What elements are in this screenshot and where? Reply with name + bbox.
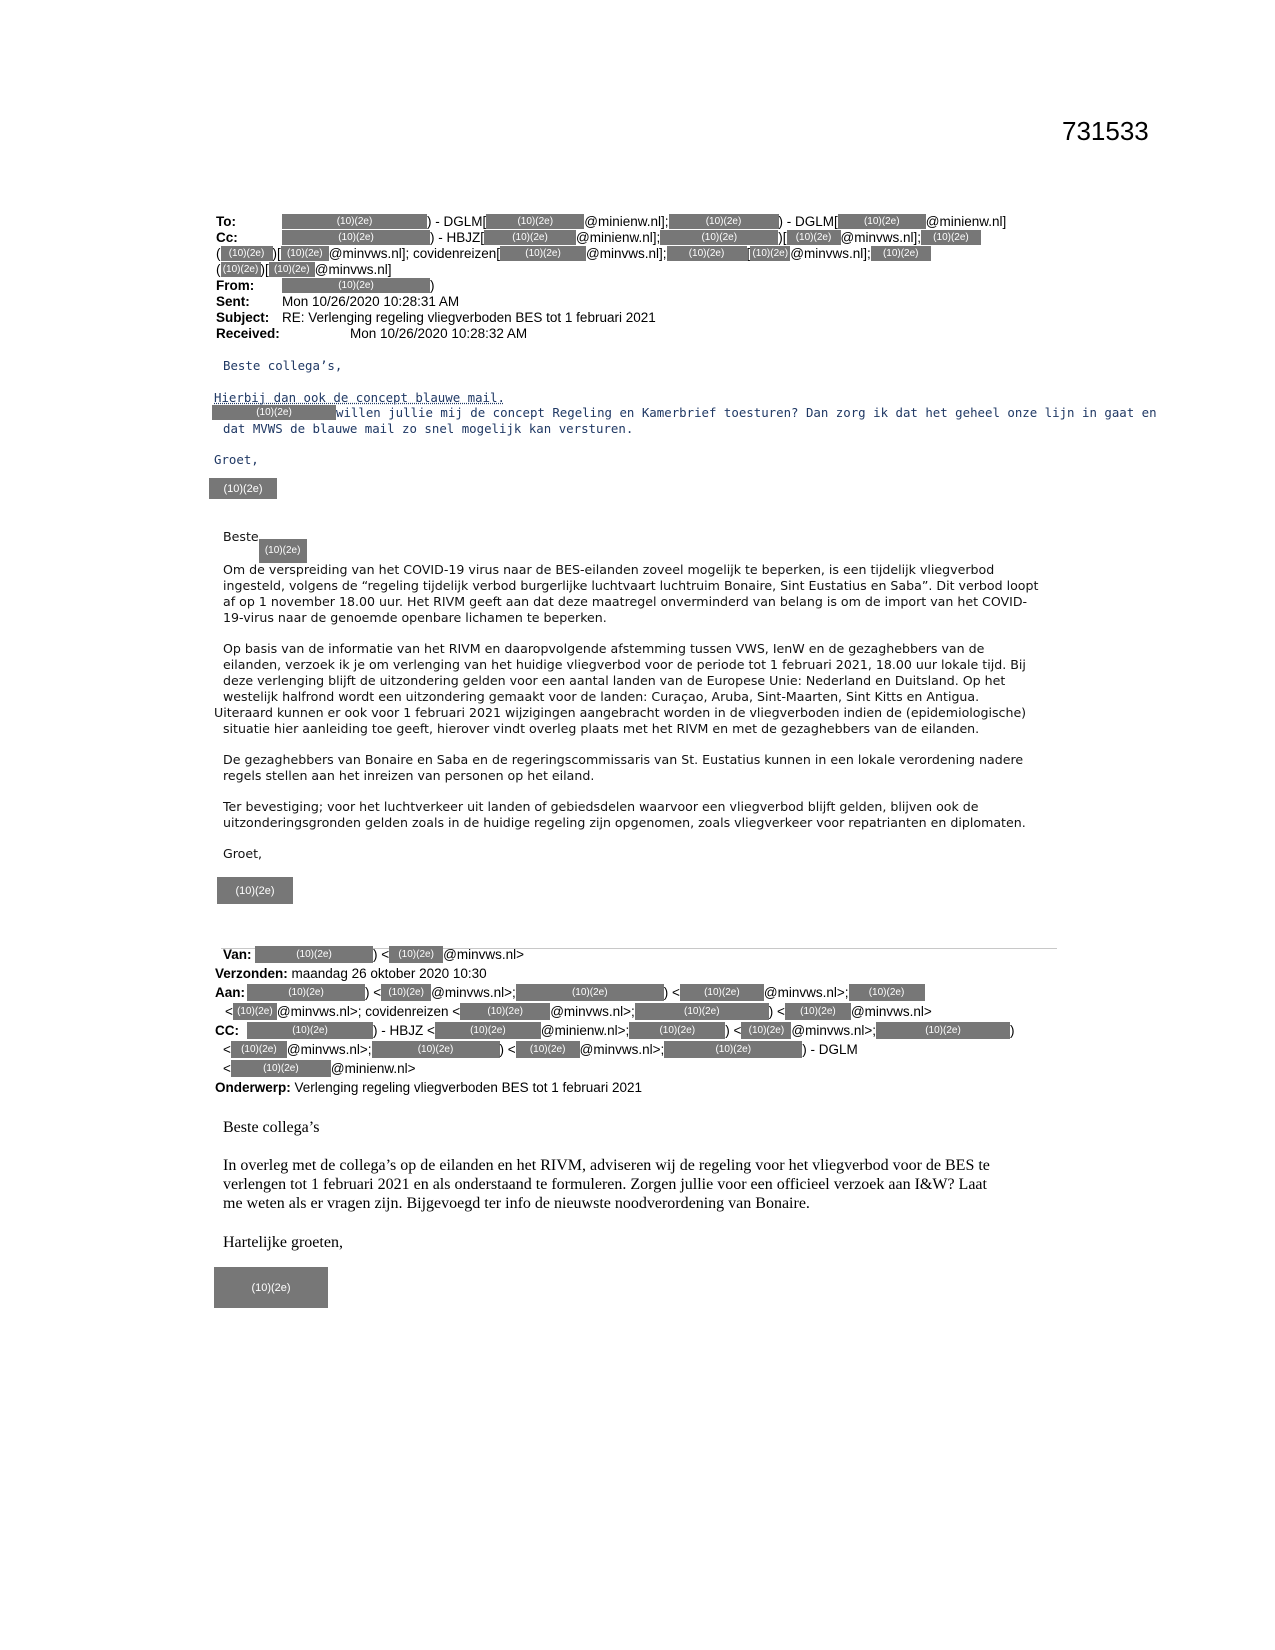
reply-line-2-text: willen jullie mij de concept Regeling en Kamerbrief toesturen? Dan zorg ik dat het geheel onze lijn in gaat en bbox=[336, 405, 1157, 420]
covidenreizen-text: @minvws.nl>; covidenreizen < bbox=[276, 1004, 461, 1019]
redaction: (10)(2e) bbox=[221, 246, 273, 261]
redaction: (10)(2e) bbox=[255, 946, 373, 963]
onderwerp-line bbox=[215, 1079, 642, 1097]
original-p1-line: In overleg met de collega’s op de eilanden en het RIVM, adviseren wij de regeling voor het vliegverbod voor de BES te bbox=[223, 1157, 990, 1174]
cc-text: ) bbox=[1010, 1023, 1015, 1038]
cc-text: )[ bbox=[778, 230, 787, 245]
concept-greeting-text: Beste bbox=[223, 529, 259, 544]
redaction: (10)(2e) bbox=[484, 230, 576, 245]
reply-greeting: Beste collega’s, bbox=[223, 358, 343, 373]
recipients-line-3 bbox=[216, 246, 931, 262]
redaction: (10)(2e) bbox=[233, 1003, 277, 1020]
reply-line-1: Hierbij dan ook de concept blauwe mail. bbox=[214, 390, 505, 405]
redaction: (10)(2e) bbox=[221, 262, 261, 277]
concept-p2-line: deze verlenging blijft de uitzondering gelden voor een aantal landen van de Europese Unie: Nederland en Duitsland. Op het bbox=[223, 673, 1006, 688]
redaction: (10)(2e) bbox=[282, 214, 427, 229]
text: ) - DGLM bbox=[802, 1042, 858, 1057]
van-label: Van: bbox=[223, 947, 252, 962]
redaction: (10)(2e) bbox=[838, 214, 926, 229]
redaction: (10)(2e) bbox=[876, 1022, 1010, 1039]
cc-email: @minienw.nl]; bbox=[576, 230, 661, 245]
redaction: (10)(2e) bbox=[269, 262, 315, 277]
original-p1-line: me weten als er vragen zijn. Bijgevoegd ter info de nieuwste noodverordening van Bonaire. bbox=[223, 1195, 810, 1212]
redaction: (10)(2e) bbox=[785, 1003, 851, 1020]
redaction: (10)(2e) bbox=[516, 984, 664, 1001]
cc-line-2 bbox=[223, 1041, 858, 1059]
to-text: ) - DGLM[ bbox=[778, 214, 838, 229]
redaction: (10)(2e) bbox=[259, 539, 307, 563]
redaction: (10)(2e) bbox=[281, 246, 329, 261]
from-text: ) bbox=[430, 278, 435, 293]
aan-email: @minvws.nl>; bbox=[431, 985, 516, 1000]
document-number: 731533 bbox=[1062, 116, 1149, 146]
cc-email: @minvws.nl>; bbox=[791, 1023, 877, 1038]
redaction: (10)(2e) bbox=[660, 230, 778, 245]
redaction: (10)(2e) bbox=[667, 246, 747, 261]
sent-value: Mon 10/26/2020 10:28:31 AM bbox=[282, 294, 460, 309]
concept-signature-redaction: (10)(2e) bbox=[217, 877, 293, 904]
redaction: (10)(2e) bbox=[460, 1003, 550, 1020]
concept-p3-line: De gezaghebbers van Bonaire en Saba en de regeringscommissaris van St. Eustatius kunnen in een lokale verordening nadere bbox=[223, 752, 1024, 767]
redaction: (10)(2e) bbox=[664, 1041, 802, 1058]
van-email: @minvws.nl> bbox=[443, 947, 524, 962]
redaction: (10)(2e) bbox=[282, 230, 430, 245]
to-line bbox=[216, 214, 1006, 230]
cc-label: CC: bbox=[215, 1023, 239, 1038]
email-text: @minvws.nl>; bbox=[286, 1042, 372, 1057]
text: < bbox=[223, 1061, 231, 1076]
redaction: (10)(2e) bbox=[921, 230, 981, 245]
cc-text: ) - HBJZ[ bbox=[430, 230, 484, 245]
text: )[ bbox=[260, 262, 269, 277]
concept-p2-line: eilanden, verzoek ik je om verlenging van het huidige vliegverbod voor de periode tot 1 februari 2021, 18.00 uur lokale tijd. Bij bbox=[223, 657, 1026, 672]
from-line bbox=[216, 278, 435, 294]
text: < bbox=[225, 1004, 233, 1019]
reply-closing: Groet, bbox=[214, 452, 259, 467]
cc-text: ) - HBJZ < bbox=[373, 1023, 435, 1038]
redaction: (10)(2e) bbox=[231, 1060, 331, 1077]
onderwerp-label: Onderwerp: bbox=[215, 1080, 291, 1095]
concept-p2-line: situatie hier aanleiding toe geeft, hierover vindt overleg plaats met het RIVM en met de gezaghebbers van de eilanden. bbox=[223, 721, 980, 736]
concept-p1-line: Om de verspreiding van het COVID-19 virus naar de BES-eilanden zoveel mogelijk te beperken, is een tijdelijk vliegverbod bbox=[223, 562, 995, 577]
cc-text: ) < bbox=[725, 1023, 742, 1038]
signature-redaction: (10)(2e) bbox=[209, 478, 277, 499]
reply-line-3: dat MVWS de blauwe mail zo snel mogelijk kan versturen. bbox=[223, 421, 634, 436]
aan-line-2 bbox=[225, 1003, 932, 1021]
email-text: @minvws.nl>; bbox=[579, 1042, 665, 1057]
redaction: (10)(2e) bbox=[486, 214, 584, 229]
covidenreizen-text: @minvws.nl]; covidenreizen[ bbox=[328, 246, 501, 261]
email-text: @minvws.nl]; bbox=[586, 246, 667, 261]
to-label: To: bbox=[216, 214, 236, 229]
concept-p4-line: uitzonderingsgronden gelden zoals in de huidige regeling zijn opgenomen, zoals vliegverkeer voor repatrianten en diplomaten. bbox=[223, 815, 1026, 830]
received-value: Mon 10/26/2020 10:28:32 AM bbox=[350, 326, 528, 341]
redaction: (10)(2e) bbox=[231, 1041, 287, 1058]
concept-p2-line: westelijk halfrond wordt een uitzondering gemaakt voor de landen: Curaçao, Aruba, Sint-Maarten, Sint Kitts en Antigua. bbox=[223, 689, 980, 704]
cc-line-original bbox=[215, 1022, 1015, 1040]
email-text: @minvws.nl]; bbox=[790, 246, 871, 261]
to-email: @minienw.nl]; bbox=[584, 214, 669, 229]
onderwerp-value: Verlenging regeling vliegverboden BES tot 1 februari 2021 bbox=[294, 1080, 643, 1095]
verzonden-line bbox=[215, 965, 487, 983]
redaction: (10)(2e) bbox=[212, 405, 336, 420]
to-text: ) - DGLM[ bbox=[427, 214, 487, 229]
van-line bbox=[223, 946, 524, 964]
subject-line bbox=[216, 310, 656, 326]
subject-label: Subject: bbox=[216, 310, 270, 325]
text: < bbox=[223, 1042, 231, 1057]
original-closing: Hartelijke groeten, bbox=[223, 1234, 343, 1251]
text: ) < bbox=[499, 1042, 516, 1057]
concept-p2-line: Uiteraard kunnen er ook voor 1 februari 2021 wijzigingen aangebracht worden in de vliegverboden indien de (epidemiologische) bbox=[214, 705, 1027, 720]
concept-p3-line: regels stellen aan het inreizen van personen op het eiland. bbox=[223, 768, 595, 783]
received-line bbox=[216, 326, 527, 342]
original-signature-redaction: (10)(2e) bbox=[214, 1267, 328, 1308]
reply-line-2 bbox=[212, 405, 1157, 421]
cc-email: @minvws.nl]; bbox=[840, 230, 921, 245]
redaction: (10)(2e) bbox=[516, 1041, 580, 1058]
email-text: @minvws.nl>; bbox=[550, 1004, 635, 1019]
aan-text: ) < bbox=[365, 985, 382, 1000]
verzonden-label: Verzonden: bbox=[215, 966, 288, 981]
redaction: (10)(2e) bbox=[247, 984, 365, 1001]
redaction: (10)(2e) bbox=[282, 278, 430, 293]
verzonden-value: maandag 26 oktober 2020 10:30 bbox=[291, 966, 487, 981]
sent-line bbox=[216, 294, 459, 310]
van-text: ) < bbox=[373, 947, 390, 962]
redaction: (10)(2e) bbox=[381, 984, 431, 1001]
cc-line bbox=[216, 230, 981, 246]
redaction: (10)(2e) bbox=[372, 1041, 500, 1058]
to-email: @minienw.nl] bbox=[925, 214, 1007, 229]
concept-p2-line: Op basis van de informatie van het RIVM en daaropvolgende afstemming tussen VWS, IenW en de gezaghebbers van de bbox=[223, 641, 985, 656]
aan-line bbox=[215, 984, 925, 1002]
aan-label: Aan: bbox=[215, 985, 245, 1000]
concept-p1-line: af op 1 november 18.00 uur. Het RIVM geeft aan dat deze maatregel onverminderd van belang is om de import van het COVID- bbox=[223, 594, 1028, 609]
concept-closing: Groet, bbox=[223, 846, 263, 861]
redaction: (10)(2e) bbox=[635, 1003, 769, 1020]
email-text: @minvws.nl> bbox=[850, 1004, 932, 1019]
original-greeting: Beste collega’s bbox=[223, 1119, 320, 1136]
text: ( bbox=[216, 246, 221, 261]
sent-label: Sent: bbox=[216, 294, 250, 309]
from-label: From: bbox=[216, 278, 255, 293]
email-text: @minienw.nl> bbox=[330, 1061, 416, 1076]
concept-greeting bbox=[223, 529, 307, 563]
text: ) < bbox=[768, 1004, 785, 1019]
received-label: Received: bbox=[216, 326, 280, 341]
redaction: (10)(2e) bbox=[680, 984, 764, 1001]
redaction: (10)(2e) bbox=[629, 1022, 725, 1039]
aan-email: @minvws.nl>; bbox=[763, 985, 849, 1000]
redaction: (10)(2e) bbox=[389, 946, 443, 963]
recipients-line-4 bbox=[216, 262, 391, 278]
redaction: (10)(2e) bbox=[500, 246, 586, 261]
aan-text: ) < bbox=[663, 985, 680, 1000]
concept-p4-line: Ter bevestiging; voor het luchtverkeer uit landen of gebiedsdelen waarvoor een vliegverbod blijft gelden, blijven ook de bbox=[223, 799, 979, 814]
original-p1-line: verlengen tot 1 februari 2021 en als onderstaand te formuleren. Zorgen jullie voor een officieel verzoek aan I&W? Laat bbox=[223, 1176, 987, 1193]
redaction: (10)(2e) bbox=[435, 1022, 541, 1039]
subject-value: RE: Verlenging regeling vliegverboden BES tot 1 februari 2021 bbox=[282, 310, 656, 325]
redaction: (10)(2e) bbox=[669, 214, 779, 229]
redaction: (10)(2e) bbox=[247, 1022, 373, 1039]
redaction: (10)(2e) bbox=[750, 246, 790, 261]
text: [ bbox=[746, 246, 751, 261]
concept-p1-line: 19-virus naar de genoemde openbare lichamen te beperken. bbox=[223, 610, 607, 625]
redaction: (10)(2e) bbox=[741, 1022, 791, 1039]
redaction: (10)(2e) bbox=[849, 984, 925, 1001]
redaction: (10)(2e) bbox=[787, 230, 841, 245]
text: )[ bbox=[272, 246, 281, 261]
redaction: (10)(2e) bbox=[871, 246, 931, 261]
cc-email: @minienw.nl>; bbox=[540, 1023, 630, 1038]
cc-label: Cc: bbox=[216, 230, 238, 245]
concept-p1-line: ingesteld, volgens de “regeling tijdelijk verbod burgerlijke luchtvaart luchtruim Bonaire, Sint Eustatius en Saba”. Dit verbod loopt bbox=[223, 578, 1039, 593]
email-text: @minvws.nl] bbox=[314, 262, 392, 277]
cc-line-3 bbox=[223, 1060, 416, 1078]
text: ( bbox=[216, 262, 221, 277]
